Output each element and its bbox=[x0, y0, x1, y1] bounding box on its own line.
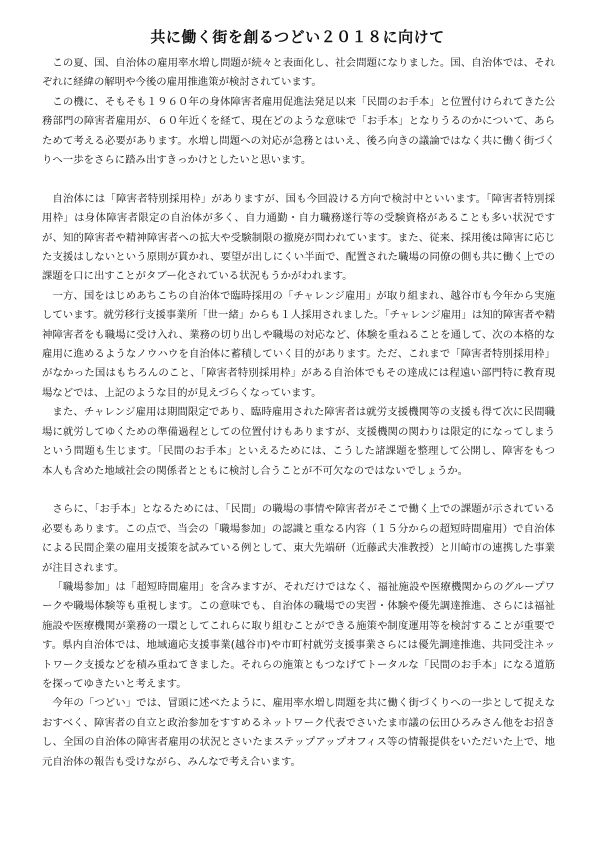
document-title: 共に働く街を創るつどい２０１８に向けて bbox=[150, 28, 445, 46]
paragraph: 今年の「つどい」では、冒頭に述べたように、雇用率水増し問題を共に働く街づくりへの一歩として捉えなおすべく、障害者の自立と政治参加をすすめるネットワーク代表でさいたま市議の伝田ひろみさん他をお招きし、全国の自治体の障害者雇用の状況とさいたまステップアップオフィス等の情報提供をいただいた上で、地元自治体の報告も受けながら、みんなで考え合います。 bbox=[42, 697, 555, 768]
paragraph: この夏、国、自治体の雇用率水増し問題が続々と表面化し、社会問題になりました。国、自治体では、それぞれに経緯の解明や今後の雇用推進策が検討されています。 bbox=[42, 57, 555, 89]
paragraph: この機に、そもそも１９６０年の身体障害者雇用促進法発足以来「民間のお手本」と位置付けられてきた公務部門の障害者雇用が、６０年近くを経て、現在どのような意味で「お手本」となりうるのかについて、あらためて考える必要があります。水増し問題への対応が急務とはいえ、後ろ向きの議論ではなく共に働く街づくりへ一歩をさらに踏み出すきっかけとしたいと思います。 bbox=[42, 95, 555, 167]
document-body bbox=[42, 54, 555, 772]
paragraph: さらに、「お手本」となるためには、「民間」の職場の事情や障害者がそこで働く上での課題が示されている必要もあります。この点で、当会の「職場参加」の認識と重なる内容（１５分からの超短時間雇用）で自治体による民間企業の雇用支援策を試みている例として、東大先端研（近藤武夫准教授）と川崎市の連携した事業が注目されます。 bbox=[42, 503, 555, 574]
paragraph: 一方、国をはじめあちこちの自治体で臨時採用の「チャレンジ雇用」が取り組まれ、越谷市も今年から実施しています。就労移行支援事業所「世一緒」からも１人採用されました。「チャレンジ雇用」は知的障害者や精神障害者をも職場に受け入れ、業務の切り出しや職場の対応など、体験を重ねることを通して、次の本格的な雇用に進めるようなノウハウを自治体に蓄積していく目的があります。ただ、これまで「障害者特別採用枠」がなかった国はもちろんのこと、「障害者特別採用枠」がある自治体でもその達成には程遠い部門特に教育現場などでは、上記のような目的が見えづらくなっています。 bbox=[42, 289, 555, 399]
paragraph: 自治体には「障害者特別採用枠」がありますが、国も今回設ける方向で検討中といいます。「障害者特別採用枠」は身体障害者限定の自治体が多く、自力通勤・自力職務遂行等の受験資格があることも多い状況ですが、知的障害者や精神障害者への拡大や受験制限の撤廃が問われています。また、従来、採用後は障害に応じた支援はしないという原則が貫かれ、要望が出しにくい半面で、配置された職場の同僚の側も共に働く上での課題を口に出すことがタブー化されている状況もうかがわれます。 bbox=[42, 192, 555, 283]
paragraph: 「職場参加」は「超短時間雇用」を含みますが、それだけではなく、福祉施設や医療機関からのグループワークや職場体験等も重視します。この意味でも、自治体の職場での実習・体験や優先調達推進、さらには福祉施設や医療機関が業務の一環としてこれらに取り組むことができる施策や制度運用等を検討することが重要です。県内自治体では、地域適応支援事業(越谷市)や市町村就労支援事業さらには優先調達推進、共同受注ネットワーク支援などを積み重ねてきました。それらの施策ともつなげてトータルな「民間のお手本」になる道筋を探ってゆきたいと考えます。 bbox=[42, 580, 555, 690]
paragraph: また、チャレンジ雇用は期間限定であり、臨時雇用された障害者は就労支援機関等の支援も得て次に民間職場に就労してゆくための準備過程としての位置付けもありますが、支援機関の関わりは限定的になってしまうという問題も生じます。「民間のお手本」といえるためには、こうした諸課題を整理して公開し、障害をもつ本人も含めた地域社会の関係者とともに検討し合うことが不可欠なのではないでしょうか。 bbox=[42, 406, 555, 477]
